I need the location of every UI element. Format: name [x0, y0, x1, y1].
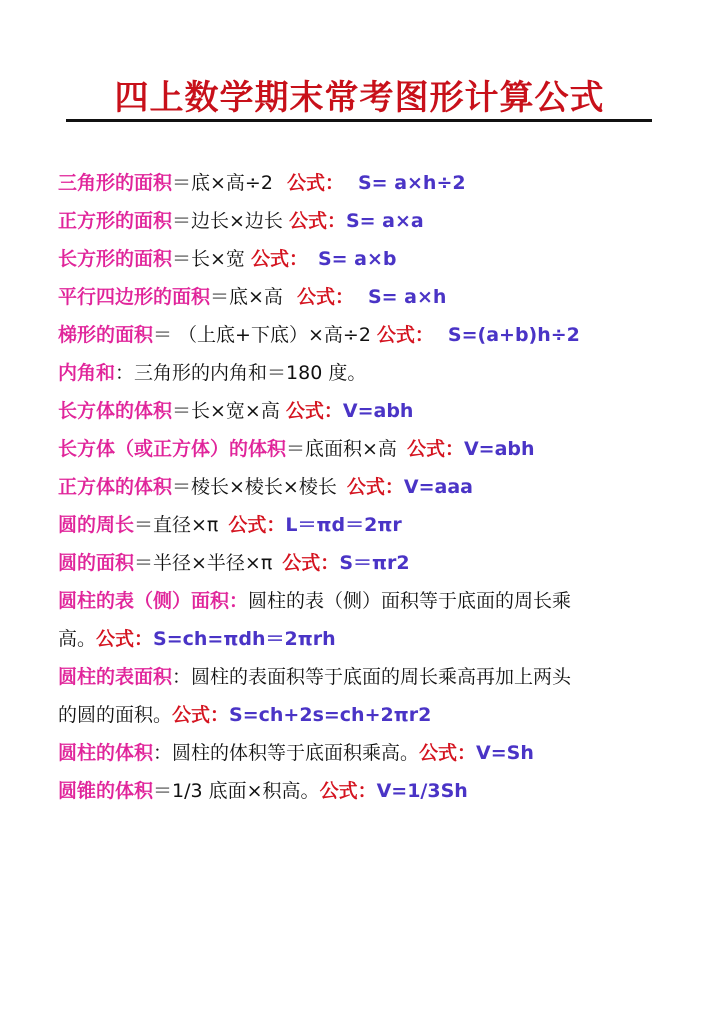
- term: 长方体的体积: [58, 400, 173, 422]
- term: 内角和: [58, 362, 116, 384]
- formula: S=ch+2s=ch+2πr2: [229, 704, 432, 726]
- formula-line-cylinder-volume: [58, 734, 668, 772]
- term: 平行四边形的面积: [58, 286, 211, 308]
- formula-line-cone-volume: [58, 772, 668, 810]
- description-continued: 的圆的面积。: [58, 704, 173, 726]
- formula-label: 公式：: [286, 172, 344, 194]
- formula: S=(a+b)h÷2: [447, 324, 580, 346]
- formula-line-cuboid-volume: [58, 392, 668, 430]
- formula-line-cylinder-lateral-area-continued: [58, 620, 668, 658]
- formula-line-cylinder-surface-area: [58, 658, 668, 696]
- formula-label: 公式：: [406, 438, 464, 460]
- formula: L＝πd＝2πr: [285, 514, 402, 536]
- description-continued: 高。: [58, 628, 97, 650]
- formula-label: 公式：: [296, 286, 354, 308]
- formula: S＝πr2: [339, 552, 410, 574]
- description: ＝底面积×高: [286, 438, 397, 460]
- formula-line-triangle-area: [58, 164, 668, 202]
- formula-label: 公式：: [319, 780, 377, 802]
- formula-line-rectangle-area: [58, 240, 668, 278]
- title-underline: [66, 119, 652, 122]
- description: ＝半径×半径×π: [134, 552, 273, 574]
- formula-line-parallelogram-area: [58, 278, 668, 316]
- term: 圆柱的表（侧）面积：: [58, 590, 249, 612]
- formula-line-trapezoid-area: [58, 316, 668, 354]
- formula-line-cube-volume: [58, 468, 668, 506]
- term: 圆锥的体积: [58, 780, 154, 802]
- description: ＝长×宽×高: [172, 400, 280, 422]
- formula-label: 公式：: [346, 476, 404, 498]
- description: ＝ （上底+下底）×高÷2: [153, 324, 371, 346]
- description: ＝棱长×棱长×棱长: [172, 476, 337, 498]
- term: 圆柱的表面积: [58, 666, 173, 688]
- description: ＝直径×π: [134, 514, 219, 536]
- term: 长方形的面积: [58, 248, 173, 270]
- formula-label: 公式：: [96, 628, 154, 650]
- description: ：圆柱的表面积等于底面的周长乘高再加上两头: [172, 666, 572, 688]
- page-title: 四上数学期末常考图形计算公式: [114, 78, 605, 118]
- term: 三角形的面积: [58, 172, 173, 194]
- formula-line-cuboid-or-cube-volume: [58, 430, 668, 468]
- formula: V=Sh: [476, 742, 534, 764]
- term: 圆的面积: [58, 552, 135, 574]
- description: ＝长×宽: [172, 248, 245, 270]
- formula: S= a×h÷2: [357, 172, 466, 194]
- term: 圆柱的体积: [58, 742, 154, 764]
- description: 圆柱的表（侧）面积等于底面的周长乘: [248, 590, 572, 612]
- description: ：三角形的内角和＝180 度。: [115, 362, 367, 384]
- formula-line-cylinder-lateral-area: [58, 582, 668, 620]
- term: 正方体的体积: [58, 476, 173, 498]
- formula-line-circle-area: [58, 544, 668, 582]
- formula: V=1/3Sh: [376, 780, 468, 802]
- formula: S= a×h: [367, 286, 447, 308]
- formula: V=abh: [463, 438, 535, 460]
- formula: S=ch=πdh＝2πrh: [153, 628, 336, 650]
- formula: S= a×b: [317, 248, 397, 270]
- formula-line-square-area: [58, 202, 668, 240]
- formula-label: 公式：: [285, 400, 343, 422]
- formula-label: 公式：: [172, 704, 230, 726]
- formula: V=abh: [342, 400, 414, 422]
- formula-label: 公式：: [250, 248, 308, 270]
- description: ＝1/3 底面×积高。: [153, 780, 320, 802]
- term: 圆的周长: [58, 514, 135, 536]
- term: 长方体（或正方体）的体积: [58, 438, 287, 460]
- formula-label: 公式：: [282, 552, 340, 574]
- formula-label: 公式：: [376, 324, 434, 346]
- formula-list: [58, 164, 668, 810]
- description: ＝底×高: [210, 286, 283, 308]
- term: 正方形的面积: [58, 210, 173, 232]
- formula-line-cylinder-surface-area-continued: [58, 696, 668, 734]
- description: ＝边长×边长: [172, 210, 283, 232]
- formula-line-circle-circumference: [58, 506, 668, 544]
- formula-label: 公式：: [288, 210, 346, 232]
- formula-label: 公式：: [228, 514, 286, 536]
- description: ：圆柱的体积等于底面积乘高。: [153, 742, 420, 764]
- term: 梯形的面积: [58, 324, 154, 346]
- formula: S= a×a: [345, 210, 424, 232]
- description: ＝底×高÷2: [172, 172, 273, 194]
- formula: V=aaa: [403, 476, 473, 498]
- formula-line-interior-angle-sum: [58, 354, 668, 392]
- formula-label: 公式：: [419, 742, 477, 764]
